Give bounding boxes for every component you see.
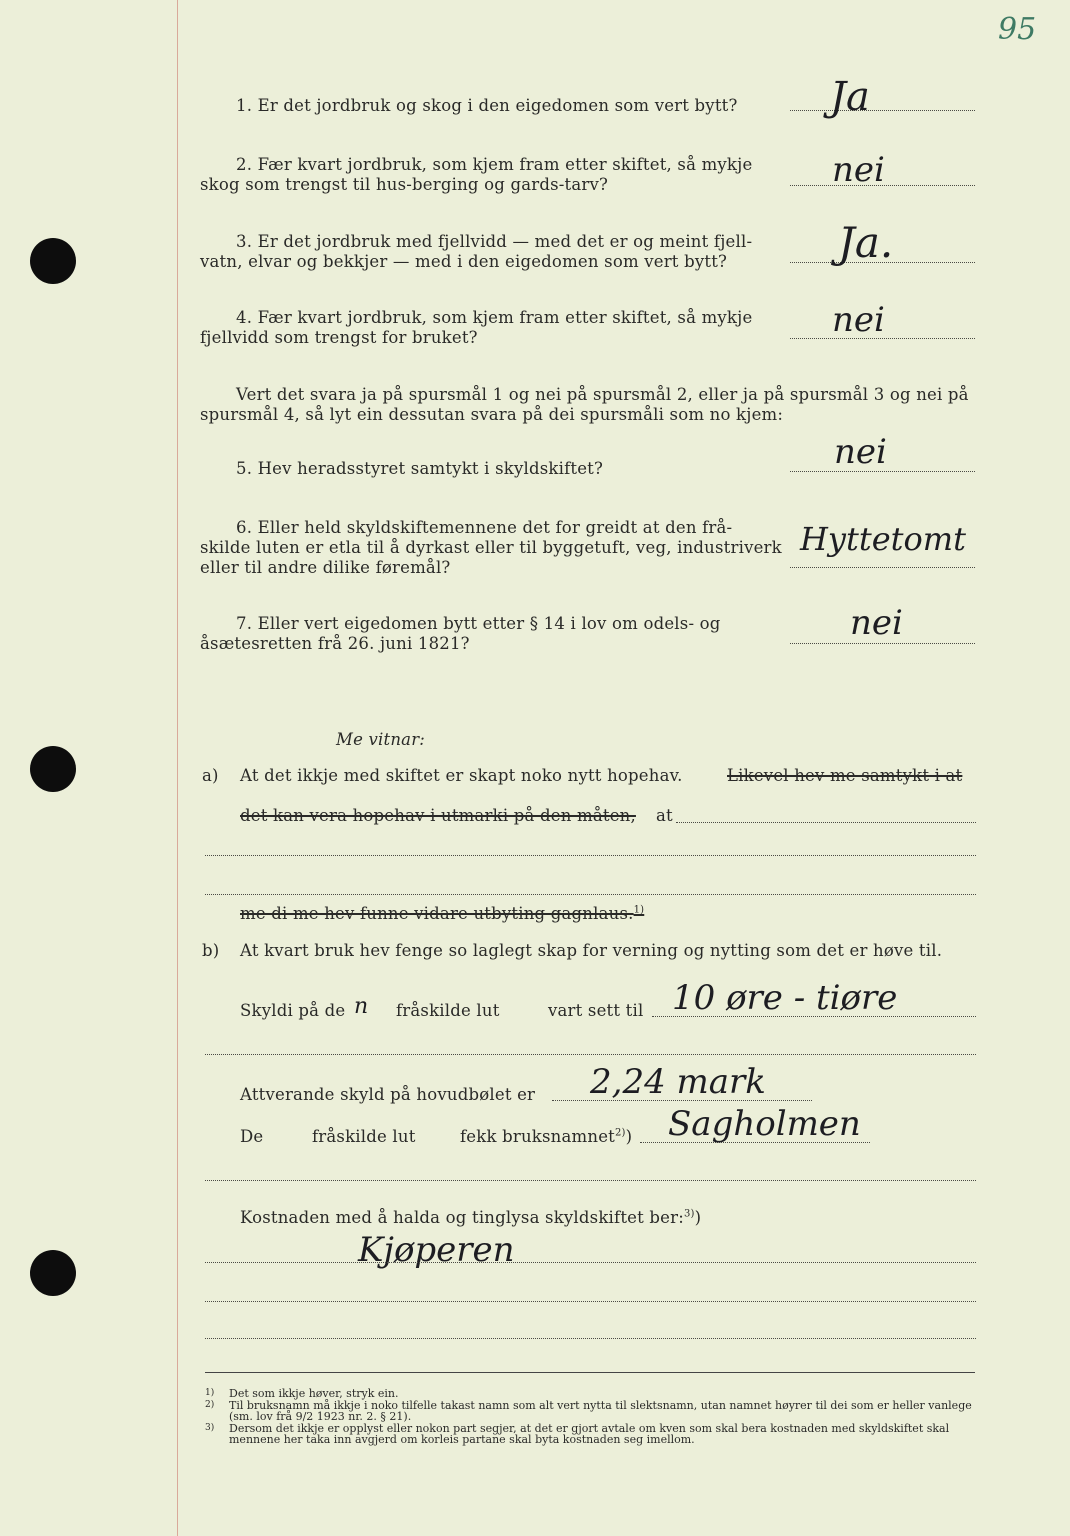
question-3-line-2: vatn, elvar og bekkjer — med i den eigedomen som vert bytt?	[200, 252, 728, 271]
question-5	[200, 459, 790, 479]
bruksnamn-line-2	[205, 1180, 976, 1181]
witness-a-struck-2: det kan vera hopehav i utmarki på den måten,	[240, 806, 636, 825]
question-1	[200, 96, 790, 116]
skyld-value: 10 øre - tiøre	[672, 978, 898, 1018]
question-4-line-1: 4. Fær kvart jordbruk, som kjem fram etter skiftet, så mykje	[236, 308, 753, 327]
instruction-line-2: spursmål 4, så lyt ein dessutan svara på dei spursmåli som no kjem:	[200, 405, 784, 424]
kostnad-label-text: Kostnaden med å halda og tinglysa skyldskiftet ber:	[240, 1208, 684, 1227]
skyld-label-1: Skyldi på de	[240, 1001, 346, 1020]
skyld-handwritten-n: n	[354, 994, 369, 1019]
footnote-1-mark: 1)	[205, 1388, 215, 1398]
kostnad-line-2	[205, 1301, 976, 1302]
question-4	[200, 308, 790, 348]
question-2	[200, 155, 790, 195]
question-7	[200, 614, 790, 654]
skyld-label-3: vart sett til	[548, 1001, 644, 1020]
answer-line-1	[790, 110, 975, 111]
question-7-line-2: åsætesretten frå 26. juni 1821?	[200, 634, 470, 653]
witness-line-1	[676, 822, 976, 823]
page-number: 95	[998, 12, 1037, 47]
footnote-1	[205, 1388, 980, 1400]
footnote-3-mark: 3)	[205, 1422, 215, 1433]
kostnad-line-3	[205, 1338, 976, 1339]
footnote-ref-1: 1)	[633, 904, 645, 916]
question-3	[200, 232, 790, 272]
witness-heading: Me vitnar:	[336, 730, 426, 749]
bruksnamn-label-3-text: fekk bruksnamnet	[460, 1127, 615, 1146]
footnote-2	[205, 1400, 980, 1423]
question-2-line-2: skog som trengst til hus-berging og gards-tarv?	[200, 175, 609, 194]
question-1-line-1: 1. Er det jordbruk og skog i den eigedomen som vert bytt?	[236, 96, 738, 115]
bruksnamn-value: Sagholmen	[668, 1104, 861, 1144]
question-6-line-3: eller til andre dilike føremål?	[200, 558, 451, 577]
footnote-rule	[205, 1372, 975, 1373]
answer-line-7	[790, 643, 975, 644]
answer-3: Ja.	[838, 218, 894, 267]
answer-2: nei	[832, 150, 885, 190]
bruksnamn-label-2: fråskilde lut	[312, 1127, 416, 1146]
question-6-line-2: skilde luten er etla til å dyrkast eller til byggetuft, veg, industriverk	[200, 538, 782, 557]
kostnad-label: Kostnaden med å halda og tinglysa skyldskiftet ber:$^{3)}$)	[240, 1208, 702, 1227]
footnote-3-text: Dersom det ikkje er opplyst eller nokon part segjer, at det er gjort avtale om kven som skal bera kostnaden med skyldskiftet skal mennene her taka inn avgjerd om korleis partane skal byta kostnaden seg imellom.	[229, 1421, 950, 1446]
question-3-line-1: 3. Er det jordbruk med fjellvidd — med det er og meint fjell-	[236, 232, 753, 251]
footnote-ref-3: 3)	[683, 1208, 695, 1220]
attverande-value: 2,24 mark	[590, 1062, 766, 1102]
witness-b-text: At kvart bruk hev fenge so laglegt skap for verning og nytting som det er høve til.	[240, 941, 943, 960]
witness-a-struck-3	[240, 904, 644, 923]
answer-7: nei	[850, 603, 903, 643]
witness-line-2	[205, 855, 976, 856]
answer-6: Hyttetomt	[800, 520, 966, 558]
kostnad-value: Kjøperen	[358, 1230, 515, 1270]
question-5-line-1: 5. Hev heradsstyret samtykt i skyldskiftet?	[236, 459, 604, 478]
answer-4: nei	[832, 300, 885, 340]
instruction	[200, 385, 980, 425]
instruction-line-1: Vert det svara ja på spursmål 1 og nei på spursmål 2, eller ja på spursmål 3 og nei på	[236, 385, 969, 404]
footnote-3	[205, 1423, 980, 1446]
footnote-2-text: Til bruksnamn må ikkje i noko tilfelle takast namn som alt vert nytta til slektsnamn, utan namnet høyrer til dei som er heller vanlege (sm. lov frå 9/2 1923 nr. 2. § 21).	[229, 1398, 972, 1423]
witness-a-struck-1: Likevel hev me samtykt i at	[727, 766, 963, 785]
footnote-2-mark: 2)	[205, 1399, 215, 1410]
witness-b-label: b)	[202, 941, 220, 960]
question-2-line-1: 2. Fær kvart jordbruk, som kjem fram etter skiftet, så mykje	[236, 155, 753, 174]
kostnad-line-1	[205, 1262, 976, 1263]
punch-hole	[30, 238, 76, 284]
bruksnamn-label-3: fekk bruksnamnet$^{2)}$)	[460, 1127, 633, 1146]
witness-a-struck-3-text: me di me hev funne vidare utbyting gagnlaus.	[240, 904, 634, 923]
skyld-label-2: fråskilde lut	[396, 1001, 500, 1020]
witness-line-3	[205, 894, 976, 895]
skyld-line-2	[205, 1054, 976, 1055]
witness-a-text: At det ikkje med skiftet er skapt noko nytt hopehav.	[240, 766, 683, 785]
footnote-ref-2: 2)	[615, 1127, 626, 1139]
answer-line-6	[790, 567, 975, 568]
witness-a-at: at	[656, 806, 673, 825]
question-7-line-1: 7. Eller vert eigedomen bytt etter § 14 i lov om odels- og	[236, 614, 721, 633]
question-6-line-1: 6. Eller held skyldskiftemennene det for greidt at den frå-	[236, 518, 733, 537]
answer-5: nei	[834, 432, 887, 472]
punch-hole	[30, 746, 76, 792]
question-6	[200, 518, 790, 578]
punch-hole	[30, 1250, 76, 1296]
bruksnamn-label-1: De	[240, 1127, 264, 1146]
footnote-1-text: Det som ikkje høver, stryk ein.	[229, 1387, 399, 1400]
footnotes	[205, 1388, 980, 1446]
witness-a-label: a)	[202, 766, 219, 785]
answer-1: Ja	[830, 74, 870, 120]
question-4-line-2: fjellvidd som trengst for bruket?	[200, 328, 478, 347]
margin-line	[177, 0, 178, 1536]
attverande-label: Attverande skyld på hovudbølet er	[240, 1085, 536, 1104]
